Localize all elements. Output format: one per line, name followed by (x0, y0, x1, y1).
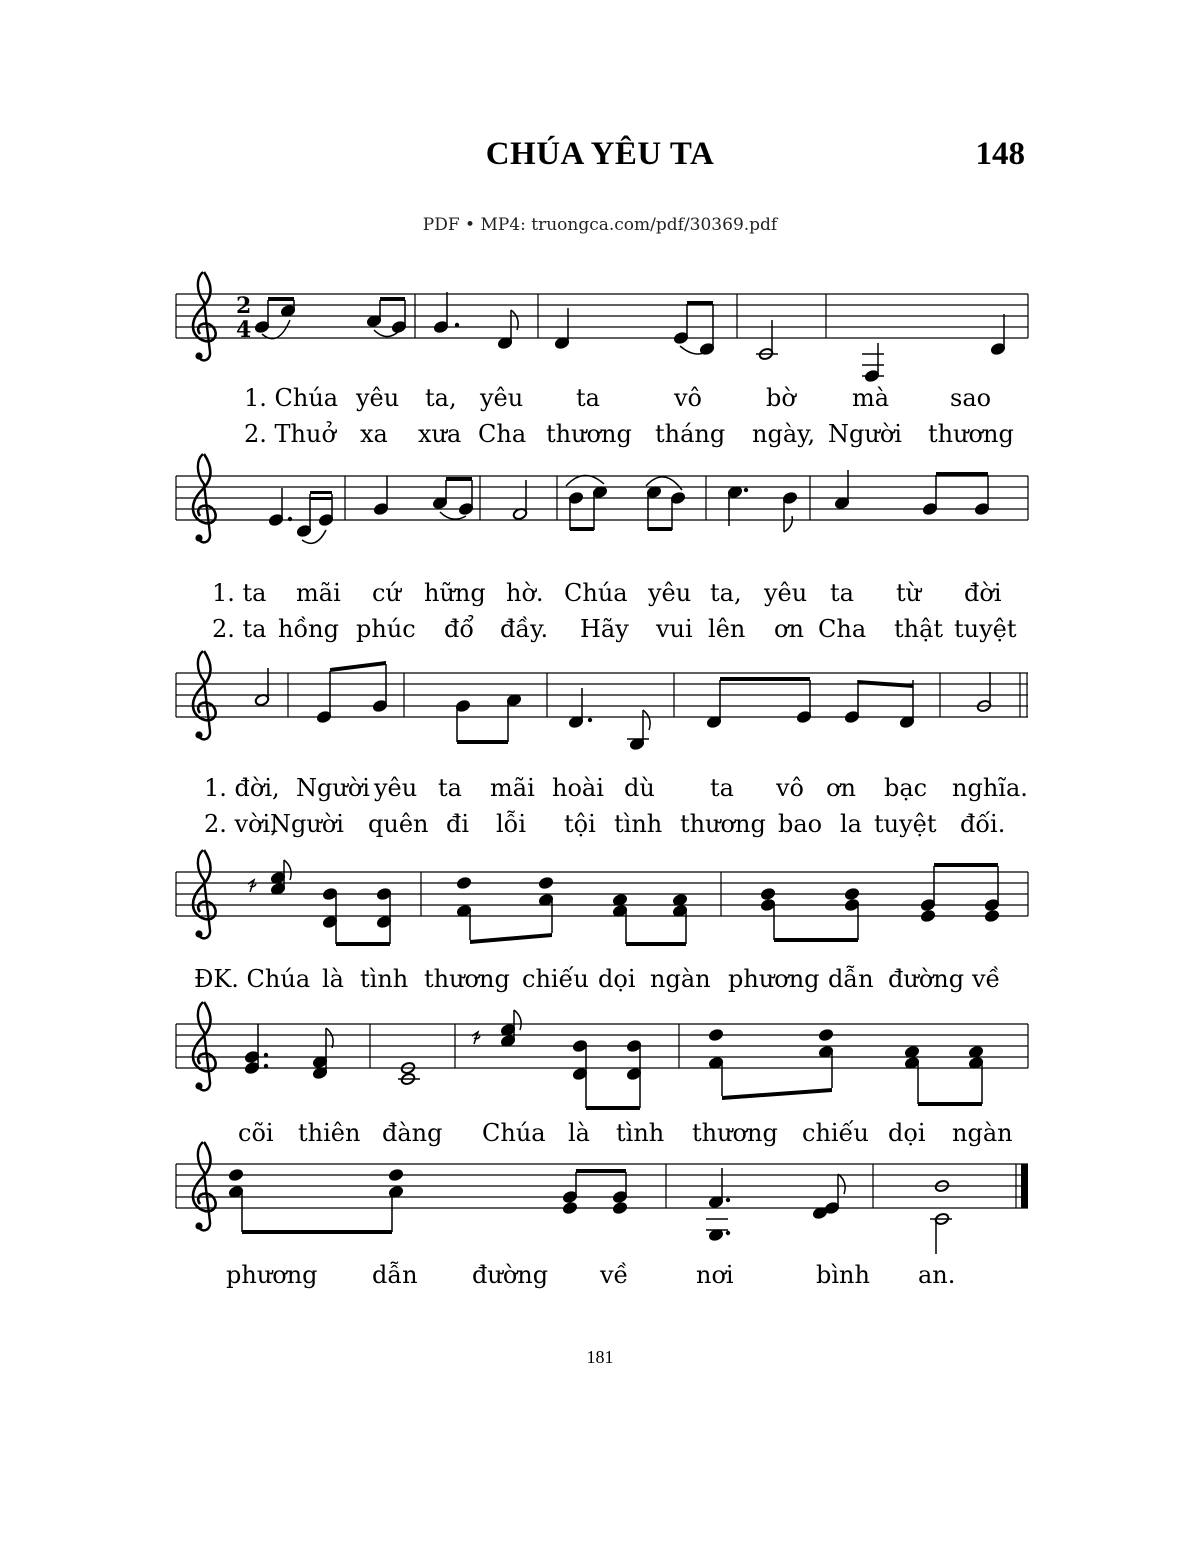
lyric-syllable: ta (830, 579, 854, 607)
notes (248, 860, 1000, 946)
lyrics-verse-2 (212, 614, 1017, 643)
staff-system-1 (176, 272, 1028, 448)
staff-system-4 (176, 850, 1028, 993)
lyric-syllable: thiên (298, 1119, 361, 1147)
notes (268, 470, 989, 543)
lyric-syllable: 1. ta (212, 579, 267, 607)
source-link[interactable]: PDF • MP4: truongca.com/pdf/30369.pdf (422, 215, 778, 235)
lyric-syllable: đi (446, 810, 470, 838)
lyric-syllable: Người (296, 774, 370, 802)
note (228, 1168, 243, 1181)
lyric-syllable: sao (950, 384, 992, 412)
lyric-syllable: mãi (490, 774, 535, 802)
beam (687, 301, 713, 305)
beam (380, 297, 405, 301)
staff-system-3 (176, 651, 1028, 838)
song-title: CHÚA YÊU TA (485, 136, 715, 172)
note (760, 887, 775, 900)
lyric-syllable: yêu (356, 384, 400, 412)
lyric-syllable: ngày, (752, 420, 816, 448)
lyric-syllable: yêu (764, 579, 808, 607)
lyric-syllable: 2. vời, (204, 810, 278, 838)
lyric-syllable: tuyệt (954, 615, 1017, 643)
lyric-syllable: bao (778, 810, 823, 838)
lyric-syllable: dù (624, 774, 655, 802)
lyric-syllable: 1. đời, (204, 774, 280, 802)
song-number: 148 (975, 136, 1025, 172)
lyric-syllable: lên (708, 615, 746, 643)
lyric-syllable: cõi (238, 1119, 274, 1147)
lyric-syllable: yêu (480, 384, 524, 412)
lyric-syllable: về (600, 1261, 629, 1289)
page-number: 181 (586, 1347, 614, 1367)
lyric-syllable: bạc (884, 774, 928, 802)
lyric-syllable: an. (918, 1261, 956, 1289)
note (612, 1201, 627, 1214)
lyric-syllable: nghĩa. (952, 774, 1028, 802)
beam (268, 297, 294, 301)
lyric-syllable: 2. Thuở (244, 420, 336, 448)
lyric-syllable: tình (614, 810, 663, 838)
lyric-syllable: đời (964, 579, 1002, 607)
lyric-syllable: Chúa (482, 1119, 546, 1147)
notes (244, 1010, 983, 1110)
lyric-syllable: tháng (655, 420, 726, 448)
lyric-syllable: bình (816, 1261, 870, 1289)
lyric-syllable: ơn (774, 615, 804, 643)
lyric-syllable: chiếu (522, 965, 589, 993)
lyric-syllable: xa (360, 420, 388, 448)
lyric-syllable: dọi (598, 965, 636, 993)
note (818, 1028, 833, 1041)
lyric-syllable: Người (828, 420, 902, 448)
lyric-syllable: Hãy (580, 615, 629, 643)
lyric-syllable: chiếu (802, 1119, 869, 1147)
lyrics-refrain (238, 1119, 1013, 1147)
lyric-syllable: phúc (356, 615, 416, 643)
lyric-syllable: dẫn (372, 1261, 418, 1289)
lyric-syllable: là (322, 965, 344, 993)
lyric-syllable: tình (616, 1119, 665, 1147)
lyric-syllable: thương (692, 1119, 778, 1147)
lyrics-refrain (194, 965, 1000, 993)
note (984, 909, 999, 922)
lyric-syllable: về (972, 965, 1001, 993)
lyric-syllable: vô (776, 774, 805, 802)
lyric-syllable: cứ (372, 579, 401, 607)
lyric-syllable: ngàn (952, 1119, 1013, 1147)
staff-system-5 (176, 1002, 1028, 1147)
lyric-syllable: ngàn (650, 965, 711, 993)
lyric-syllable: thương (928, 420, 1014, 448)
lyric-syllable: là (568, 1119, 590, 1147)
final-barline (1021, 1164, 1028, 1208)
note (562, 1201, 577, 1214)
lyric-syllable: quên (368, 810, 429, 838)
eighth-rest (248, 880, 256, 892)
lyric-syllable: dẫn (828, 965, 874, 993)
lyric-syllable: Người (270, 810, 344, 838)
note (708, 1028, 723, 1041)
lyrics-refrain (226, 1261, 955, 1289)
lyric-syllable: hoài (552, 774, 604, 802)
lyric-syllable: Chúa (564, 579, 628, 607)
lyric-syllable: tội (564, 810, 596, 838)
lyric-syllable: thương (424, 965, 510, 993)
lyric-syllable: bờ (766, 384, 796, 412)
note (456, 876, 471, 889)
lyrics-verse-2 (244, 420, 1014, 448)
lyric-syllable: 1. Chúa (244, 384, 339, 412)
staff-system-6 (176, 1142, 1028, 1289)
lyric-syllable: tình (360, 965, 409, 993)
lyric-syllable: đường (888, 965, 965, 993)
lyric-syllable: tuyệt (874, 810, 937, 838)
lyric-syllable: mà (852, 384, 890, 412)
lyric-syllable: vô (674, 384, 703, 412)
lyric-syllable: hững (424, 579, 486, 607)
lyric-syllable: yêu (648, 579, 692, 607)
lyric-syllable: thương (680, 810, 766, 838)
note (920, 909, 935, 922)
lyric-syllable: từ (896, 579, 922, 607)
lyric-syllable: mãi (296, 579, 341, 607)
lyric-syllable: đường (472, 1261, 549, 1289)
lyrics-verse-1 (204, 774, 1028, 802)
lyric-syllable: phương (728, 965, 820, 993)
lyric-syllable: ĐK. Chúa (194, 965, 311, 993)
lyric-syllable: đổ (444, 615, 475, 643)
lyric-syllable: hồng (278, 615, 339, 643)
staff-system-2 (176, 454, 1028, 643)
lyric-syllable: Cha (478, 420, 527, 448)
note (538, 876, 553, 889)
lyrics-verse-1 (212, 579, 1002, 607)
lyric-syllable: phương (226, 1261, 318, 1289)
lyric-syllable: vui (656, 615, 693, 643)
lyric-syllable: thương (546, 420, 632, 448)
lyric-syllable: la (840, 810, 862, 838)
lyric-syllable: nơi (696, 1261, 734, 1289)
lyric-syllable: đàng (382, 1119, 443, 1147)
lyric-syllable: đối. (960, 810, 1006, 838)
note (844, 887, 859, 900)
lyric-syllable: 2. ta (212, 615, 267, 643)
lyric-syllable: yêu (374, 774, 418, 802)
lyric-syllable: ta (438, 774, 462, 802)
eighth-rest (472, 1032, 480, 1044)
lyric-syllable: dọi (888, 1119, 926, 1147)
time-signature-bottom: 4 (236, 317, 252, 343)
lyric-syllable: ta (576, 384, 600, 412)
note (388, 1168, 403, 1181)
lyric-syllable: lỗi (496, 810, 527, 838)
notes (254, 292, 1005, 383)
lyric-syllable: thật (894, 615, 944, 643)
lyrics-verse-1 (244, 384, 991, 412)
lyric-syllable: xưa (418, 420, 462, 448)
lyric-syllable: ơn (826, 774, 856, 802)
notes (228, 1168, 952, 1254)
time-signature-top: 2 (236, 293, 252, 319)
lyric-syllable: Cha (818, 615, 867, 643)
lyric-syllable: hờ. (506, 579, 544, 607)
lyric-syllable: ta (710, 774, 734, 802)
lyric-syllable: ta, (710, 579, 742, 607)
lyric-syllable: đầy. (500, 615, 549, 643)
lyrics-verse-2 (204, 810, 1005, 838)
lyric-syllable: ta, (425, 384, 457, 412)
